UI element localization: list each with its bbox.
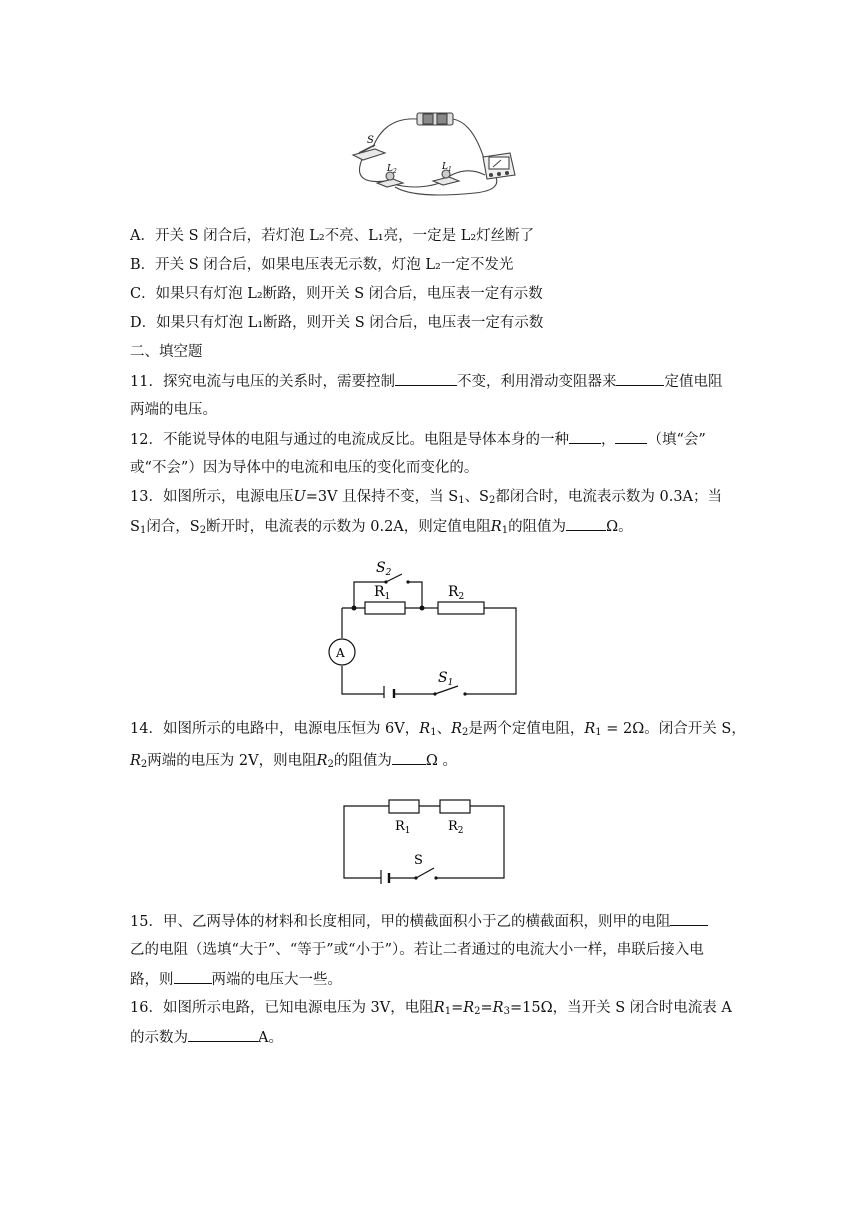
q13-var-r: R	[490, 519, 502, 535]
q16-var-r: R	[433, 1000, 445, 1016]
figure-physical-circuit	[345, 105, 520, 200]
q12-text-a: 12．不能说导体的电阻与通过的电流成反比。电阻是导体本身的一种	[130, 432, 569, 448]
q14-text-a: 14．如图所示的电路中，电源电压恒为 6V，	[130, 721, 420, 737]
q13-sub-3: 1	[139, 525, 147, 536]
fig2-label-r2-sub: 2	[458, 592, 465, 602]
q13-text-e: S	[130, 519, 140, 535]
q13-sub-5: 1	[501, 525, 509, 536]
q13-text-i: 断开时，电流表的示数为 0.2A，则定值电阻	[206, 519, 491, 535]
fig2-label-s2: S	[376, 560, 386, 576]
answer-blank[interactable]	[392, 750, 426, 765]
question-15-line1	[130, 911, 708, 932]
q11-text-b: 不变，利用滑动变阻器来	[456, 374, 617, 390]
fig3-label-r1-sub: 1	[404, 826, 411, 836]
q15-text-d: 两端的电压大一些。	[211, 972, 342, 988]
fig2-label-r2: R	[448, 584, 459, 600]
fig2-label-ammeter: A	[336, 646, 345, 660]
question-16-line2	[130, 1027, 283, 1048]
q15-text-c: 路，则	[130, 972, 174, 988]
figure-circuit-q13	[320, 556, 530, 698]
fig2-label-s1: S	[438, 670, 448, 686]
q16-var-r: R	[463, 1000, 475, 1016]
q16-sub: 2	[474, 1006, 481, 1017]
question-16-line1	[130, 998, 732, 1018]
question-13-line1	[130, 487, 722, 507]
question-13-line2	[130, 516, 633, 537]
answer-blank[interactable]	[615, 429, 647, 444]
fig3-label-r2: R	[448, 819, 458, 834]
svg-text:R2	[448, 584, 464, 602]
answer-blank[interactable]	[174, 969, 212, 984]
q16-sub: 1	[444, 1006, 452, 1017]
fig2-label-s1-sub: 1	[447, 678, 454, 688]
option-b: B．开关 S 闭合后，如果电压表无示数，灯泡 L₂一定不发光	[130, 257, 514, 273]
svg-text:L1	[441, 162, 452, 173]
section-title: 二、填空题	[130, 344, 203, 360]
answer-blank[interactable]	[566, 516, 606, 531]
q14-sub: 2	[140, 759, 148, 770]
fig2-label-s2-sub: 2	[385, 568, 392, 578]
q14-var-r: R	[584, 721, 596, 737]
q14-text-j: = 2Ω	[601, 721, 645, 737]
answer-blank[interactable]	[670, 911, 708, 926]
fig3-label-r1: R	[395, 819, 405, 834]
q14-var-r: R	[419, 721, 431, 737]
answer-blank[interactable]	[616, 371, 664, 386]
q12-text-b: ，	[600, 432, 616, 448]
question-12-line2: 或“不会”）因为导体中的电流和电压的变化而变化的。	[130, 460, 479, 476]
fig1-label-l2: L	[387, 164, 393, 174]
fig3-label-r2-sub: 2	[457, 826, 464, 836]
q13-sub-2: 2	[489, 495, 496, 506]
q14-sub: 1	[430, 727, 437, 738]
svg-text:S1	[438, 670, 453, 688]
question-15-line3	[130, 969, 342, 990]
q13-text-g: 闭合，S	[146, 519, 200, 535]
q13-text-b: =3V 且保持不变，当 S	[305, 489, 459, 505]
svg-text:R2	[448, 819, 464, 836]
q16-var-r: R	[492, 1000, 504, 1016]
q16-sub: 3	[503, 1006, 510, 1017]
q15-text-a: 15．甲、乙两导体的材料和长度相同，甲的横截面积小于乙的横截面积，则甲的电阻	[130, 914, 671, 930]
q13-text-a: 13．如图所示，电源电压	[130, 489, 294, 505]
q13-sub-4: 2	[199, 525, 207, 536]
q14-text-q: 的阻值为	[333, 753, 392, 769]
fig1-label-l1-sub: 1	[447, 166, 452, 173]
q16-text-j: =15Ω，当开关 S 闭合时电流表 A	[509, 1000, 732, 1016]
q14-var-r: R	[316, 753, 328, 769]
option-c: C．如果只有灯泡 L₂断路，则开关 S 闭合后，电压表一定有示数	[130, 286, 543, 302]
q12-text-c: （填“会”	[647, 432, 706, 448]
fig1-label-l1: L	[442, 162, 448, 172]
q14-sub: 1	[595, 727, 602, 738]
q14-var-r: R	[130, 753, 141, 769]
question-14-line1	[130, 719, 746, 739]
option-d: D．如果只有灯泡 L₁断路，则开关 S 闭合后，电压表一定有示数	[130, 315, 544, 331]
question-11-line1	[130, 371, 722, 392]
answer-blank[interactable]	[188, 1027, 258, 1042]
svg-text:L2	[386, 164, 397, 175]
svg-text:R1	[374, 584, 390, 602]
svg-text:S2	[376, 560, 392, 578]
question-14-line2	[130, 750, 457, 771]
option-a: A．开关 S 闭合后，若灯泡 L₂不亮、L₁亮，一定是 L₂灯丝断了	[130, 228, 535, 244]
figure-circuit-q14	[336, 792, 512, 884]
q14-var-r: R	[451, 721, 462, 737]
q11-text-a: 11．探究电流与电压的关系时，需要控制	[130, 374, 395, 390]
fig3-label-s: S	[414, 853, 423, 868]
q16-text-d: =	[451, 1000, 464, 1016]
q14-sub: 2	[327, 759, 334, 770]
q13-text-c: 、S	[464, 489, 489, 505]
fig1-label-l2-sub: 2	[392, 168, 397, 175]
q14-text-k: 。闭合开关 S，	[644, 721, 746, 737]
question-11-line2: 两端的电压。	[130, 402, 217, 418]
answer-blank[interactable]	[395, 371, 457, 386]
q11-text-c: 定值电阻	[664, 374, 723, 390]
q16-text-l: A。	[258, 1030, 283, 1046]
q13-text-j: 的阻值为	[508, 519, 567, 535]
fig2-label-r1-sub: 1	[384, 592, 391, 602]
question-12-line1	[130, 429, 706, 450]
q14-text-n: 两端的电压为 2V，则电阻	[147, 753, 317, 769]
q16-text-g: =	[480, 1000, 493, 1016]
answer-blank[interactable]	[569, 429, 601, 444]
q13-text-k: Ω。	[606, 519, 633, 535]
q14-text-d: 、	[436, 721, 452, 737]
q14-sub: 2	[461, 727, 469, 738]
question-15-line2: 乙的电阻（选填“大于”、“等于”或“小于”）。若让二者通过的电流大小一样，串联后接入电	[130, 942, 704, 958]
q13-text-d: 都闭合时，电流表示数为 0.3A；当	[495, 489, 723, 505]
q16-text-k: 的示数为	[130, 1030, 188, 1046]
q13-var-u: U	[293, 489, 306, 505]
q14-text-g: 是两个定值电阻，	[468, 721, 585, 737]
fig1-label-s: S	[367, 135, 374, 146]
q16-text-a: 16．如图所示电路，已知电源电压为 3V，电阻	[130, 1000, 434, 1016]
fig2-label-r1: R	[374, 584, 385, 600]
svg-text:R1	[395, 819, 411, 836]
q14-text-r: Ω 。	[425, 753, 458, 769]
q13-sub-1: 1	[458, 495, 465, 506]
